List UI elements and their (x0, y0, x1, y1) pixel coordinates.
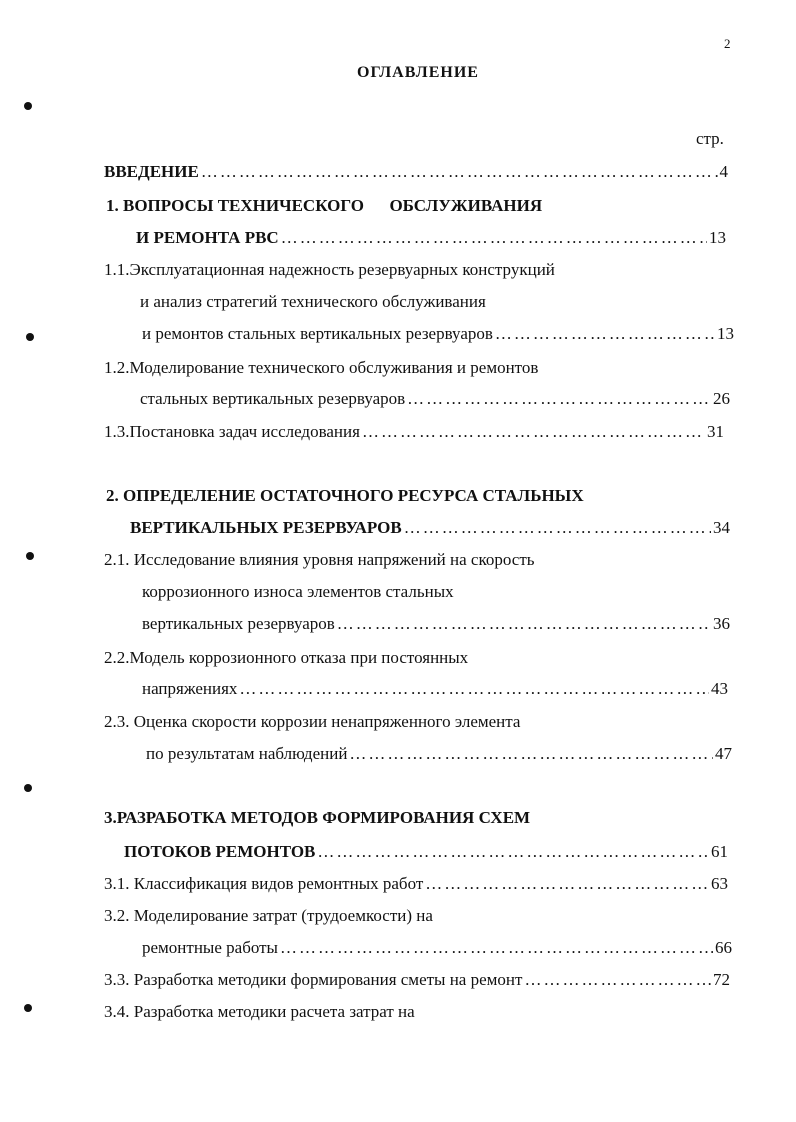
toc-page-number: 66 (715, 938, 732, 957)
toc-section-2-line1: 2. ОПРЕДЕЛЕНИЕ ОСТАТОЧНОГО РЕСУРСА СТАЛЬНЫХ (106, 486, 584, 505)
toc-page-number: 43 (711, 679, 728, 698)
toc-leader (349, 743, 713, 765)
toc-entry-1-1 (142, 323, 734, 345)
toc-entry-title: ПОТОКОВ РЕМОНТОВ (124, 842, 316, 861)
toc-leader (337, 613, 711, 635)
toc-page-number: 31 (707, 422, 724, 441)
toc-page-number: 36 (713, 614, 730, 633)
toc-leader (201, 161, 718, 183)
toc-entry-title: ремонтные работы (142, 938, 278, 957)
toc-1-2-line1: 1.2.Моделирование технического обслуживания и ремонтов (104, 358, 539, 377)
page-column-label: стр. (696, 129, 724, 148)
margin-dot (26, 552, 34, 560)
toc-entry-3-2 (142, 937, 732, 959)
toc-entry-3-1 (104, 873, 728, 895)
toc-leader (317, 841, 709, 863)
toc-1-1-line2: и анализ стратегий технического обслуживания (140, 292, 486, 311)
toc-2-3-line1: 2.3. Оценка скорости коррозии ненапряженного элемента (104, 712, 521, 731)
toc-section-1-line1: 1. ВОПРОСЫ ТЕХНИЧЕСКОГО ОБСЛУЖИВАНИЯ (106, 196, 543, 215)
toc-page-number: 4 (719, 162, 728, 181)
margin-dot (24, 102, 32, 110)
toc-leader (425, 873, 709, 895)
toc-leader (407, 388, 711, 410)
toc-entry-1-3 (104, 421, 724, 443)
toc-entry-2-3 (146, 743, 732, 765)
toc-leader (362, 421, 705, 443)
toc-3-4-line1: 3.4. Разработка методики расчета затрат на (104, 1002, 415, 1021)
toc-entry-title: напряжениях (142, 679, 238, 698)
toc-entry-title: И РЕМОНТА РВС (136, 228, 279, 247)
toc-page-number: 13 (709, 228, 726, 247)
toc-entry-title: вертикальных резервуаров (142, 614, 335, 633)
toc-entry-title: 3.3. Разработка методики формирования сметы на ремонт (104, 970, 523, 989)
toc-entry-title: ВВЕДЕНИЕ (104, 162, 199, 181)
toc-entry-intro (104, 161, 728, 183)
toc-page-number: 63 (711, 874, 728, 893)
margin-dot (26, 333, 34, 341)
toc-entry-title: ВЕРТИКАЛЬНЫХ РЕЗЕРВУАРОВ (130, 518, 402, 537)
toc-leader (280, 937, 713, 959)
toc-entry-title: и ремонтов стальных вертикальных резервуаров (142, 324, 493, 343)
toc-page-number: 26 (713, 389, 730, 408)
toc-leader (495, 323, 715, 345)
toc-entry-title: 3.1. Классификация видов ремонтных работ (104, 874, 424, 893)
toc-1-1-line1: 1.1.Эксплуатационная надежность резервуарных конструкций (104, 260, 555, 279)
toc-entry-1-2 (140, 388, 730, 410)
toc-section-3 (124, 841, 728, 863)
toc-leader (239, 678, 709, 700)
toc-leader (404, 517, 711, 539)
page-number: 2 (724, 36, 731, 51)
toc-section-2 (130, 517, 730, 539)
toc-section-1 (136, 227, 726, 249)
toc-page-number: 13 (717, 324, 734, 343)
toc-entry-2-2 (142, 678, 728, 700)
toc-2-2-line1: 2.2.Модель коррозионного отказа при постоянных (104, 648, 469, 667)
toc-2-1-line2: коррозионного износа элементов стальных (142, 582, 454, 601)
toc-leader (281, 227, 707, 249)
toc-entry-2-1 (142, 613, 730, 635)
toc-entry-3-3 (104, 969, 730, 991)
toc-entry-title: стальных вертикальных резервуаров (140, 389, 406, 408)
toc-entry-title: 1.3.Постановка задач исследования (104, 422, 360, 441)
toc-section-3-line1: 3.РАЗРАБОТКА МЕТОДОВ ФОРМИРОВАНИЯ СХЕМ (104, 808, 531, 827)
margin-dot (24, 784, 32, 792)
toc-page-number: 34 (713, 518, 730, 537)
toc-leader (524, 969, 711, 991)
toc-page-number: 61 (711, 842, 728, 861)
toc-page-number: 47 (715, 744, 732, 763)
toc-page-number: 72 (713, 970, 730, 989)
toc-entry-title: по результатам наблюдений (146, 744, 348, 763)
margin-dot (24, 1004, 32, 1012)
toc-3-2-line1: 3.2. Моделирование затрат (трудоемкости) на (104, 906, 433, 925)
document-title: ОГЛАВЛЕНИЕ (357, 64, 479, 81)
toc-2-1-line1: 2.1. Исследование влияния уровня напряжений на скорость (104, 550, 535, 569)
